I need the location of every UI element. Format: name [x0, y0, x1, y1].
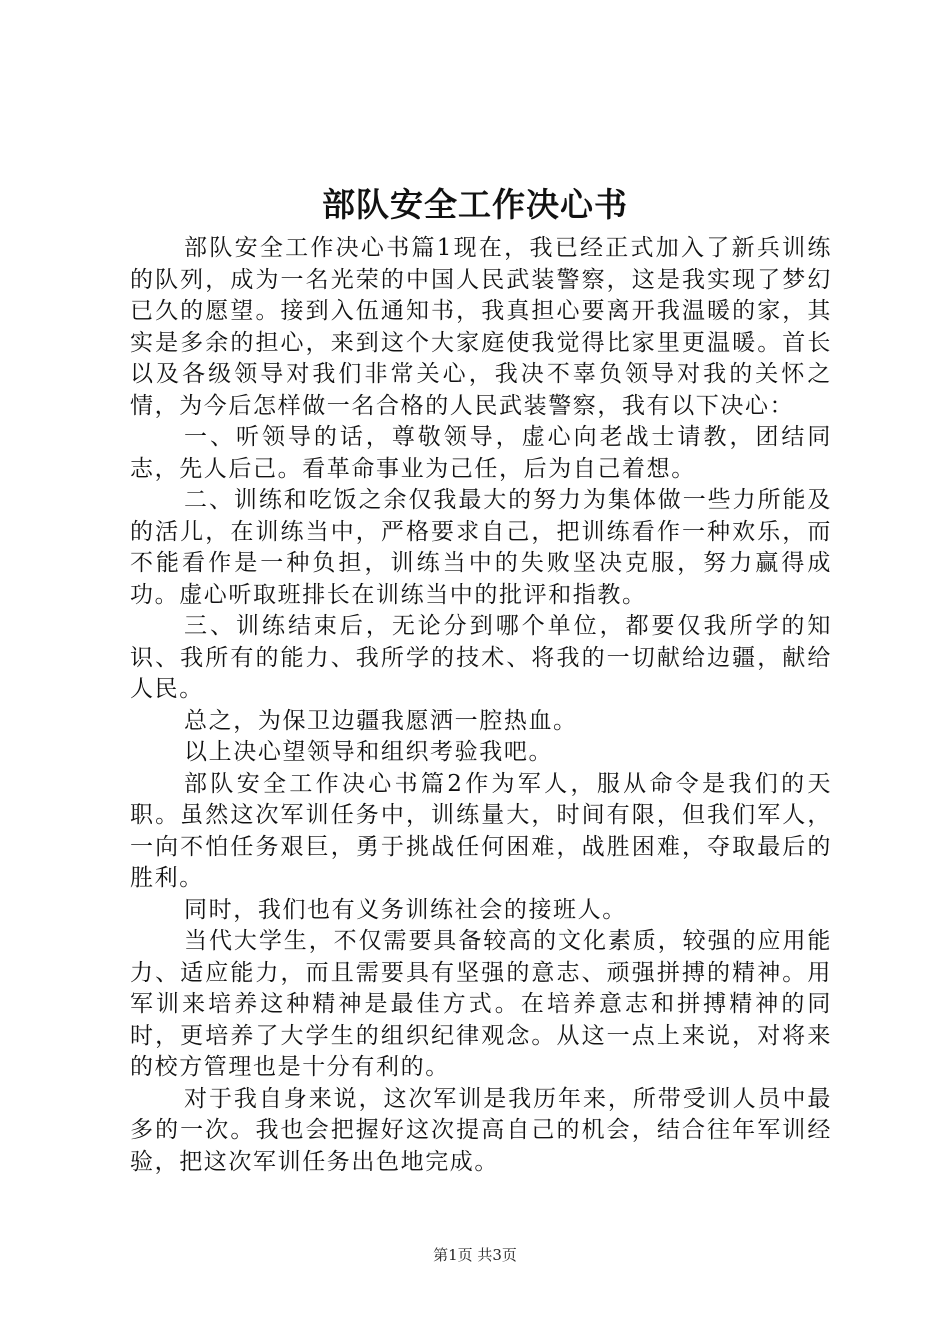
- paragraph: 一、听领导的话，尊敬领导，虚心向老战士请教，团结同志，先人后己。看革命事业为己任，后为自己着想。: [130, 424, 832, 482]
- paragraph: 三、训练结束后，无论分到哪个单位，都要仅我所学的知识、我所有的能力、我所学的技术、将我的一切献给边疆，献给人民。: [130, 613, 832, 702]
- paragraph: 二、训练和吃饭之余仅我最大的努力为集体做一些力所能及的活儿，在训练当中，严格要求自己，把训练看作一种欢乐，而不能看作是一种负担，训练当中的失败坚决克服，努力赢得成功。虚心听取班排长在训练当中的批评和指教。: [130, 487, 832, 608]
- paragraph: 对于我自身来说，这次军训是我历年来，所带受训人员中最多的一次。我也会把握好这次提高自己的机会，结合往年军训经验，把这次军训任务出色地完成。: [130, 1085, 832, 1175]
- paragraph: 部队安全工作决心书篇1现在，我已经正式加入了新兵训练的队列，成为一名光荣的中国人民武装警察，这是我实现了梦幻已久的愿望。接到入伍通知书，我真担心要离开我温暖的家，其实是多余的担心，来到这个大家庭使我觉得比家里更温暖。首长以及各级领导对我们非常关心，我决不辜负领导对我的关怀之情，为今后怎样做一名合格的人民武装警察，我有以下决心：: [130, 235, 832, 419]
- page-number-footer: 第1页 共3页: [433, 1246, 517, 1264]
- document-title: 部队安全工作决心书: [322, 185, 628, 224]
- document-body: [130, 233, 832, 1178]
- paragraph: 当代大学生，不仅需要具备较高的文化素质，较强的应用能力、适应能力，而且需要具有坚强的意志、顽强拼搏的精神。用军训来培养这种精神是最佳方式。在培养意志和拼搏精神的同时，更培养了大学生的组织纪律观念。从这一点上来说，对将来的校方管理也是十分有利的。: [130, 928, 832, 1080]
- paragraph: 同时，我们也有义务训练社会的接班人。: [184, 896, 627, 923]
- paragraph: 以上决心望领导和组织考验我吧。: [184, 739, 554, 765]
- paragraph: 部队安全工作决心书篇2作为军人，服从命令是我们的天职。虽然这次军训任务中，训练量大，时间有限，但我们军人，一向不怕任务艰巨，勇于挑战任何困难，战胜困难，夺取最后的胜利。: [130, 770, 832, 891]
- paragraph: 总之，为保卫边疆我愿洒一腔热血。: [184, 707, 578, 734]
